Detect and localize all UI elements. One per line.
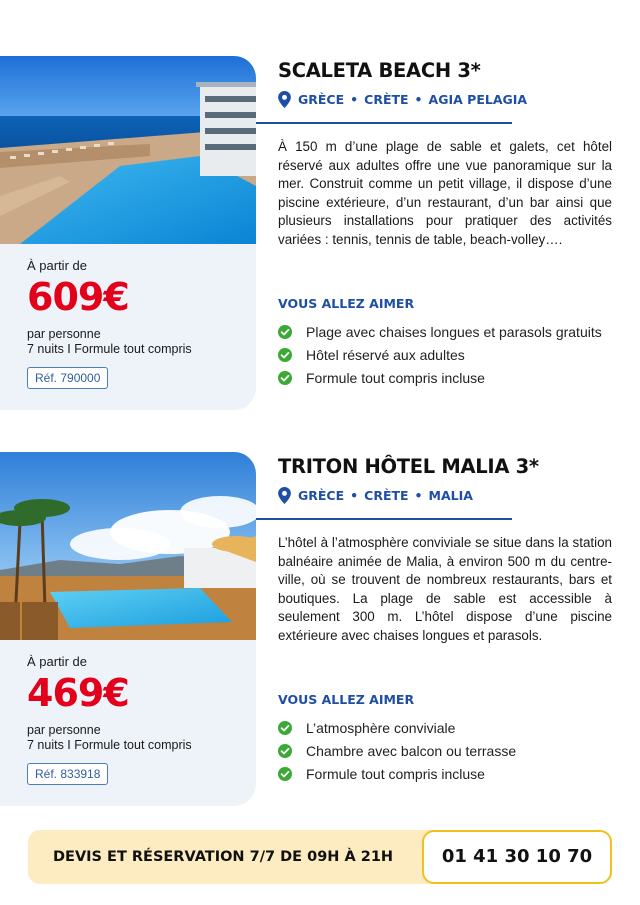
hotel-2-price: 469€ xyxy=(27,671,129,715)
feature-item xyxy=(278,320,623,343)
feature-item xyxy=(278,343,623,366)
hotel-2-divider xyxy=(256,518,512,520)
hotel-1-region: CRÈTE xyxy=(364,92,409,107)
feature-text: Formule tout compris incluse xyxy=(306,765,485,782)
hotel-card-2 xyxy=(0,452,640,808)
check-circle-icon xyxy=(278,721,292,735)
hotel-1-town: AGIA PELAGIA xyxy=(428,92,528,107)
hotel-1-location xyxy=(278,91,618,108)
hotel-2-photo xyxy=(0,452,256,640)
hotel-2-likes-heading: VOUS ALLEZ AIMER xyxy=(278,692,415,707)
hotel-2-location xyxy=(278,487,618,504)
hotel-2-title: TRITON HÔTEL MALIA 3* xyxy=(278,455,539,478)
booking-hours-label: DEVIS ET RÉSERVATION 7/7 DE 09H À 21H xyxy=(53,849,394,865)
feature-text: L’atmosphère conviviale xyxy=(306,719,456,736)
hotel-1-per-person: par personne xyxy=(27,327,101,341)
hotel-2-description: L’hôtel à l’atmosphère conviviale se situe dans la station balnéaire animée de Malia, à environ 500 m du centre-ville, où se trouvent de nombreux restaurants, bars et boutiques. La plage de sable est accessible à seulement 300 m. L’hôtel dispose d’une piscine extérieure avec chaises longues et parasols. xyxy=(278,535,612,643)
map-pin-icon xyxy=(278,487,291,504)
feature-text: Formule tout compris incluse xyxy=(306,369,485,386)
location-separator: • xyxy=(414,488,423,503)
hotel-1-price: 609€ xyxy=(27,275,129,319)
feature-text: Plage avec chaises longues et parasols gratuits xyxy=(306,323,602,340)
hotel-2-town: MALIA xyxy=(428,488,473,503)
hotel-2-per-person: par personne xyxy=(27,723,101,737)
hotel-1-reference-badge: Réf. 790000 xyxy=(27,367,108,389)
feature-text: Hôtel réservé aux adultes xyxy=(306,346,465,363)
hotel-1-likes-heading: VOUS ALLEZ AIMER xyxy=(278,296,415,311)
hotel-2-from-label: À partir de xyxy=(27,654,87,669)
check-circle-icon xyxy=(278,744,292,758)
hotel-2-country: GRÈCE xyxy=(298,488,345,503)
hotel-2-price-block xyxy=(27,654,247,785)
check-circle-icon xyxy=(278,325,292,339)
hotel-2-region: CRÈTE xyxy=(364,488,409,503)
feature-item xyxy=(278,739,623,762)
hotel-2-details xyxy=(278,452,618,782)
hotel-2-features-list xyxy=(278,716,623,785)
hotel-1-photo xyxy=(0,56,256,244)
check-circle-icon xyxy=(278,767,292,781)
hotel-1-from-label: À partir de xyxy=(27,258,87,273)
hotel-card-1 xyxy=(0,56,640,412)
booking-footer xyxy=(28,830,612,884)
hotel-1-features-list xyxy=(278,320,623,389)
hotel-1-divider xyxy=(256,122,512,124)
hotel-1-country: GRÈCE xyxy=(298,92,345,107)
hotel-1-details xyxy=(278,56,618,386)
location-separator: • xyxy=(350,488,359,503)
feature-item xyxy=(278,366,623,389)
hotel-1-title: SCALETA BEACH 3* xyxy=(278,59,481,82)
location-separator: • xyxy=(350,92,359,107)
feature-item xyxy=(278,762,623,785)
location-separator: • xyxy=(414,92,423,107)
hotel-2-stay-details: 7 nuits I Formule tout compris xyxy=(27,738,192,752)
check-circle-icon xyxy=(278,348,292,362)
hotel-1-description: À 150 m d’une plage de sable et galets, cet hôtel réservé aux adultes offre une vue panoramique sur la mer. Construit comme un petit village, il dispose d’une piscine extérieure, d’un restaurant, d’un bar ainsi que plusieurs installations pour pratiquer des activités variées : tennis, tennis de table, beach-volley…. xyxy=(278,139,612,247)
feature-item xyxy=(278,716,623,739)
hotel-1-stay-details: 7 nuits I Formule tout compris xyxy=(27,342,192,356)
phone-number-button[interactable]: 01 41 30 10 70 xyxy=(422,830,612,884)
hotel-2-reference-badge: Réf. 833918 xyxy=(27,763,108,785)
map-pin-icon xyxy=(278,91,291,108)
hotel-1-price-panel xyxy=(0,56,256,410)
hotel-1-price-block xyxy=(27,258,247,389)
check-circle-icon xyxy=(278,371,292,385)
hotel-2-price-panel xyxy=(0,452,256,806)
feature-text: Chambre avec balcon ou terrasse xyxy=(306,742,517,759)
